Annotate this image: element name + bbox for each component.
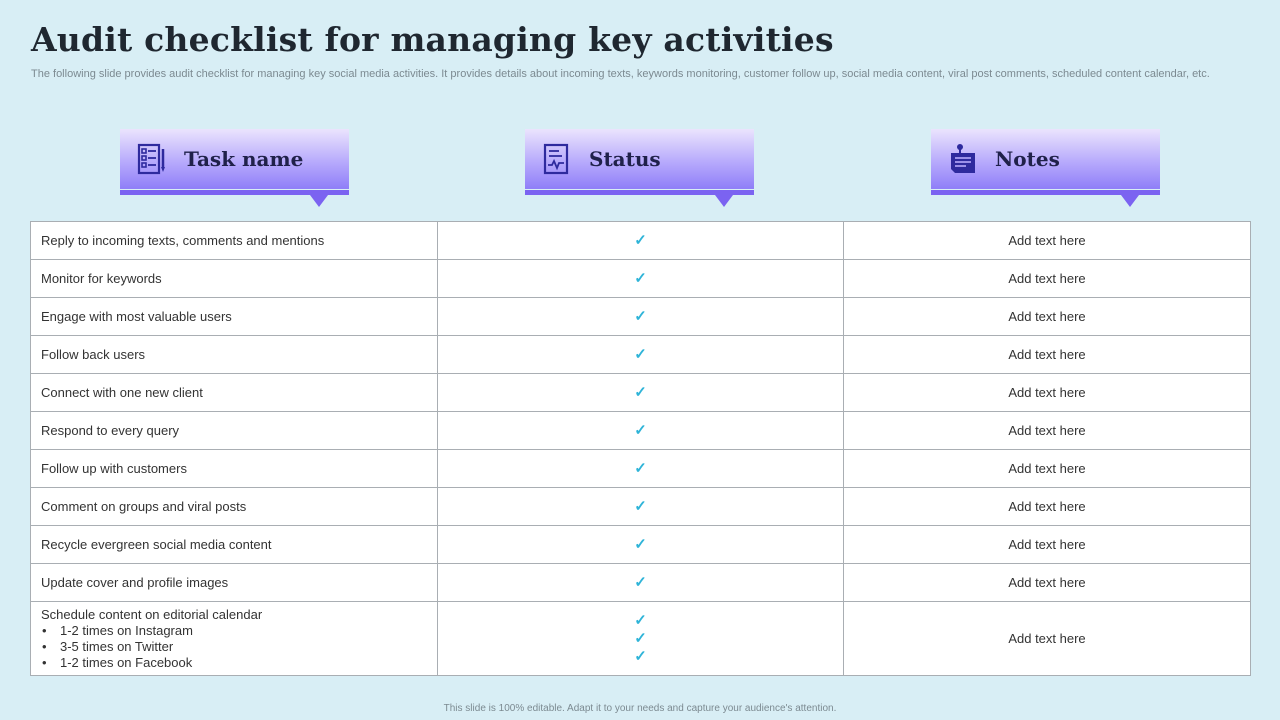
slide-title: Audit checklist for managing key activities <box>31 20 834 59</box>
table-row <box>31 488 1251 526</box>
header-label: Status <box>589 147 661 171</box>
notes-cell: Add text here <box>844 298 1251 336</box>
check-icon: ✓ <box>634 307 647 325</box>
task-cell: Connect with one new client <box>31 374 438 412</box>
status-cell <box>438 298 844 336</box>
notes-cell: Add text here <box>844 222 1251 260</box>
check-icon: ✓ <box>634 383 647 401</box>
checklist-icon <box>136 142 168 176</box>
header-notes <box>931 129 1160 196</box>
status-cell <box>438 336 844 374</box>
notes-cell: Add text here <box>844 488 1251 526</box>
status-cell <box>438 488 844 526</box>
check-icon: ✓ <box>634 535 647 553</box>
status-cell <box>438 526 844 564</box>
check-icon: ✓ <box>634 497 647 515</box>
table-row <box>31 564 1251 602</box>
bullet-icon: • <box>42 622 47 638</box>
status-cell <box>438 412 844 450</box>
task-cell: Engage with most valuable users <box>31 298 438 336</box>
notes-cell: Add text here <box>844 602 1251 676</box>
status-cell <box>438 260 844 298</box>
task-cell: Recycle evergreen social media content <box>31 526 438 564</box>
notes-cell: Add text here <box>844 260 1251 298</box>
table-row <box>31 222 1251 260</box>
check-icon: ✓ <box>634 647 647 665</box>
check-icon: ✓ <box>634 573 647 591</box>
task-cell: Comment on groups and viral posts <box>31 488 438 526</box>
notes-cell: Add text here <box>844 564 1251 602</box>
header-face <box>525 129 754 189</box>
notes-cell: Add text here <box>844 526 1251 564</box>
status-cell <box>438 450 844 488</box>
table-row <box>31 526 1251 564</box>
bullet-text: 3-5 times on Twitter <box>60 638 174 654</box>
table-row <box>31 260 1251 298</box>
check-icon: ✓ <box>634 459 647 477</box>
list-item <box>41 639 437 655</box>
table-row <box>31 336 1251 374</box>
task-cell: Monitor for keywords <box>31 260 438 298</box>
list-item <box>41 655 437 671</box>
bullet-icon: • <box>42 638 47 654</box>
header-task-name <box>120 129 349 196</box>
task-cell: Respond to every query <box>31 412 438 450</box>
task-cell <box>31 602 438 676</box>
status-cell <box>438 564 844 602</box>
header-pointer <box>1121 195 1139 207</box>
header-pointer <box>715 195 733 207</box>
table-row <box>31 602 1251 676</box>
table-row <box>31 450 1251 488</box>
check-icon: ✓ <box>634 231 647 249</box>
header-label: Task name <box>184 147 304 171</box>
task-cell: Reply to incoming texts, comments and mentions <box>31 222 438 260</box>
notes-cell: Add text here <box>844 336 1251 374</box>
header-face <box>120 129 349 189</box>
header-label: Notes <box>995 147 1060 171</box>
bullet-icon: • <box>42 654 47 670</box>
status-cell <box>438 374 844 412</box>
check-icon: ✓ <box>634 611 647 629</box>
status-cell <box>438 222 844 260</box>
notes-cell: Add text here <box>844 412 1251 450</box>
check-icon: ✓ <box>634 421 647 439</box>
table-row <box>31 412 1251 450</box>
task-cell: Follow back users <box>31 336 438 374</box>
notes-cell: Add text here <box>844 450 1251 488</box>
footer-note: This slide is 100% editable. Adapt it to your needs and capture your audience's attention. <box>443 703 837 714</box>
check-icon: ✓ <box>634 269 647 287</box>
header-status <box>525 129 754 196</box>
bullet-text: 1-2 times on Instagram <box>60 622 193 638</box>
task-bullet-list <box>41 623 437 671</box>
bullet-text: 1-2 times on Facebook <box>60 654 193 670</box>
list-item <box>41 623 437 639</box>
table-row <box>31 374 1251 412</box>
notes-cell: Add text here <box>844 374 1251 412</box>
audit-checklist-table <box>30 221 1251 676</box>
header-face <box>931 129 1160 189</box>
task-cell: Follow up with customers <box>31 450 438 488</box>
slide-subtitle: The following slide provides audit checklist for managing key social media activities. It provides details about incoming texts, keywords monitoring, customer follow up, social media content, viral post comments, scheduled content calendar, etc. <box>31 68 1210 80</box>
check-icon: ✓ <box>634 629 647 647</box>
task-title: Schedule content on editorial calendar <box>41 606 263 622</box>
table-row <box>31 298 1251 336</box>
task-cell: Update cover and profile images <box>31 564 438 602</box>
document-chart-icon <box>541 142 573 176</box>
notepad-pin-icon <box>947 142 979 176</box>
status-cell <box>438 602 844 676</box>
header-pointer <box>310 195 328 207</box>
check-icon: ✓ <box>634 345 647 363</box>
